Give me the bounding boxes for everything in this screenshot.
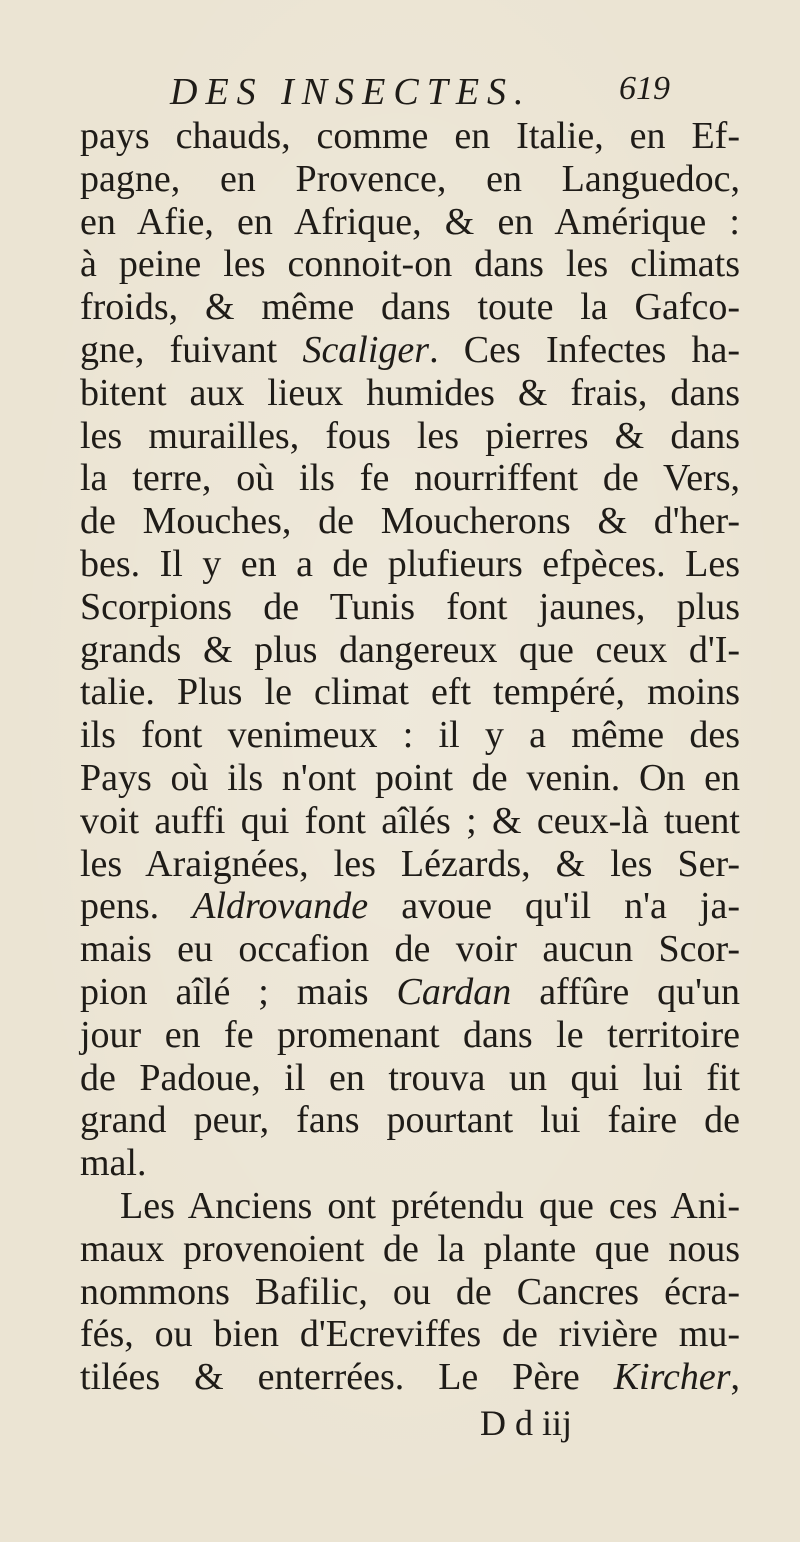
signature-mark: D d iij xyxy=(480,1403,573,1443)
paragraph-start-line: Les Anciens ont prétendu que ces Ani- xyxy=(120,1184,740,1227)
text-line: Pays où ils n'ont point de venin. On en xyxy=(80,756,740,799)
text-line: gne, fuivant Scaliger. Ces Infectes ha- xyxy=(80,328,740,371)
text-line: bes. Il y en a de plufieurs efpèces. Les xyxy=(80,542,740,585)
text-line: pion aîlé ; mais Cardan affûre qu'un xyxy=(80,970,740,1013)
text-line: de Mouches, de Moucherons & d'her- xyxy=(80,500,740,543)
page-number: 619 xyxy=(619,70,670,107)
paragraph-end-line: mal. xyxy=(80,1142,147,1185)
text-line: à peine les connoit-on dans les climats xyxy=(80,243,740,286)
text-line: fés, ou bien d'Ecreviffes de rivière mu- xyxy=(80,1313,740,1356)
text-line: pens. Aldrovande avoue qu'il n'a ja- xyxy=(80,885,740,928)
text-line: mais eu occafion de voir aucun Scor- xyxy=(80,928,740,971)
text-line: froids, & même dans toute la Gafco- xyxy=(80,286,740,329)
text-line: grands & plus dangereux que ceux d'I- xyxy=(80,628,740,671)
text-line: la terre, où ils fe nourriffent de Vers, xyxy=(80,457,740,500)
text-line: ils font venimeux : il y a même des xyxy=(80,714,740,757)
text-line: grand peur, fans pourtant lui faire de xyxy=(80,1099,740,1142)
text-line: Scorpions de Tunis font jaunes, plus xyxy=(80,585,740,628)
text-line: jour en fe promenant dans le territoire xyxy=(80,1013,740,1056)
text-line: maux provenoient de la plante que nous xyxy=(80,1227,740,1270)
text-line: talie. Plus le climat eft tempéré, moins xyxy=(80,671,740,714)
text-line: en Afie, en Afrique, & en Amérique : xyxy=(80,200,740,243)
text-line: nommons Bafilic, ou de Cancres écra- xyxy=(80,1270,740,1313)
running-header xyxy=(170,70,670,114)
running-title: DES INSECTES. xyxy=(170,71,532,113)
text-line: pays chauds, comme en Italie, en Ef- xyxy=(80,115,740,157)
text-line: voit auffi qui font aîlés ; & ceux-là tuent xyxy=(80,799,740,842)
body-text xyxy=(80,115,740,1399)
text-line: bitent aux lieux humides & frais, dans xyxy=(80,371,740,414)
text-line: tilées & enterrées. Le Père Kircher, xyxy=(80,1356,740,1399)
text-line: de Padoue, il en trouva un qui lui fit xyxy=(80,1056,740,1099)
text-line: pagne, en Provence, en Languedoc, xyxy=(80,157,740,200)
text-line: les murailles, fous les pierres & dans xyxy=(80,414,740,457)
text-line: les Araignées, les Lézards, & les Ser- xyxy=(80,842,740,885)
